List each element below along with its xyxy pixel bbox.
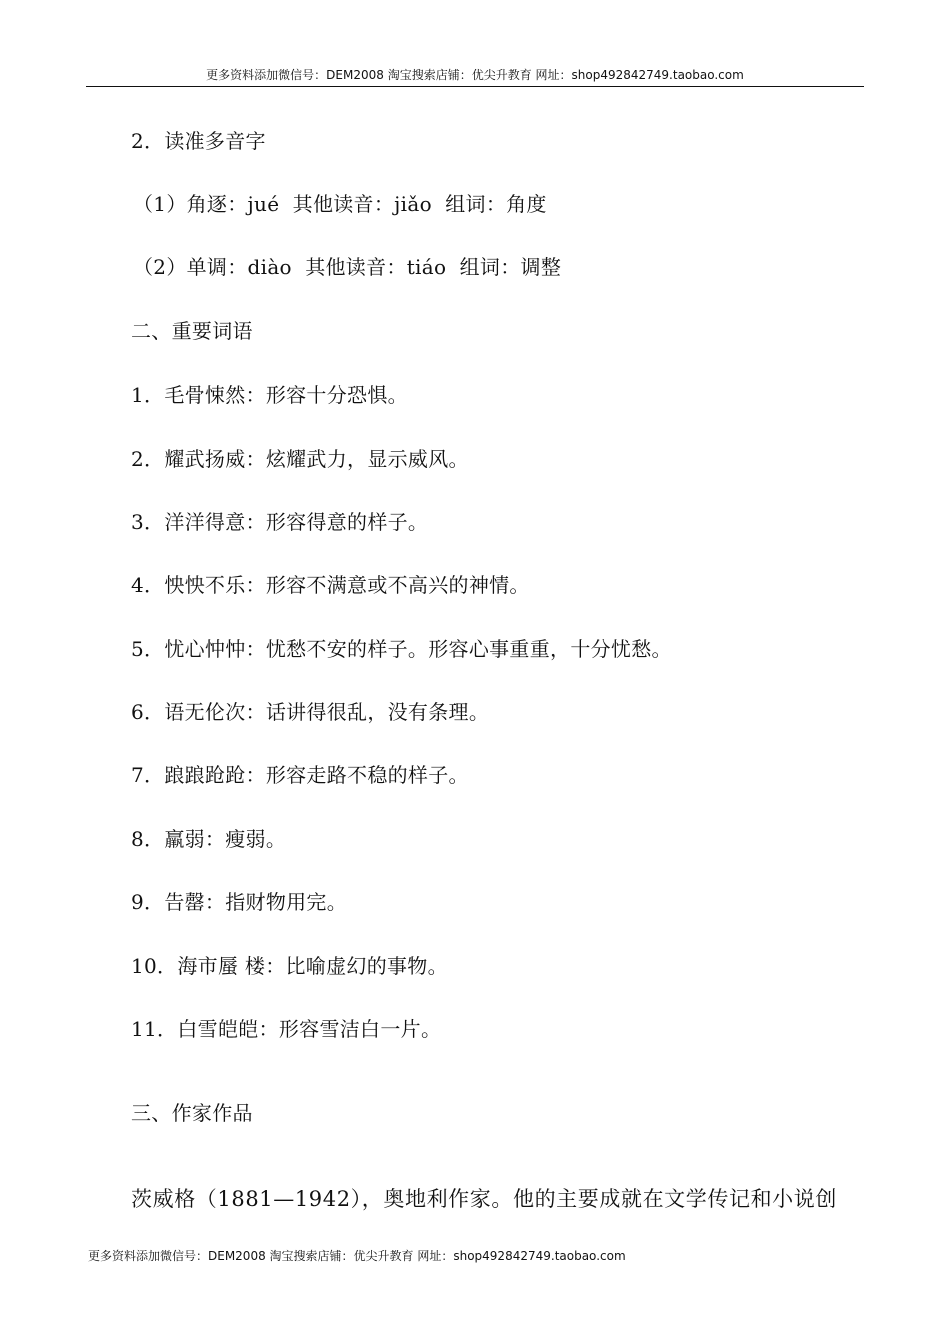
polyphonic-item-2: （2）单调：diào 其他读音：tiáo 组词：调整	[133, 255, 562, 279]
page-footer: 更多资料添加微信号：DEM2008 淘宝搜索店铺：优尖升教育 网址：shop492842749.taobao.com	[88, 1249, 626, 1263]
section-heading-polyphonic: 2．读准多音字	[131, 129, 266, 153]
vocabulary-item-9: 9．告罄：指财物用完。	[131, 890, 348, 914]
author-paragraph: 茨威格（1881—1942），奥地利作家。他的主要成就在文学传记和小说创	[131, 1187, 837, 1211]
vocabulary-item-7: 7．踉踉跄跄：形容走路不稳的样子。	[131, 763, 469, 787]
vocabulary-item-3: 3．洋洋得意：形容得意的样子。	[131, 510, 429, 534]
vocabulary-item-1: 1．毛骨悚然：形容十分恐惧。	[131, 383, 408, 407]
page-header: 更多资料添加微信号：DEM2008 淘宝搜索店铺：优尖升教育 网址：shop492842749.taobao.com	[206, 68, 744, 82]
vocabulary-item-10: 10．海市蜃 楼：比喻虚幻的事物。	[131, 954, 448, 978]
header-divider	[86, 86, 864, 87]
vocabulary-item-8: 8．羸弱：瘦弱。	[131, 827, 287, 851]
vocabulary-item-4: 4．怏怏不乐：形容不满意或不高兴的神情。	[131, 573, 530, 597]
section-heading-vocabulary: 二、重要词语	[131, 319, 253, 343]
polyphonic-item-1: （1）角逐：jué 其他读音：jiǎo 组词：角度	[133, 192, 547, 216]
vocabulary-item-2: 2．耀武扬威：炫耀武力，显示威风。	[131, 447, 469, 471]
vocabulary-item-6: 6．语无伦次：话讲得很乱，没有条理。	[131, 700, 490, 724]
vocabulary-item-5: 5．忧心忡忡：忧愁不安的样子。形容心事重重，十分忧愁。	[131, 637, 672, 661]
section-heading-author: 三、作家作品	[131, 1101, 253, 1125]
vocabulary-item-11: 11．白雪皑皑：形容雪洁白一片。	[131, 1017, 442, 1041]
